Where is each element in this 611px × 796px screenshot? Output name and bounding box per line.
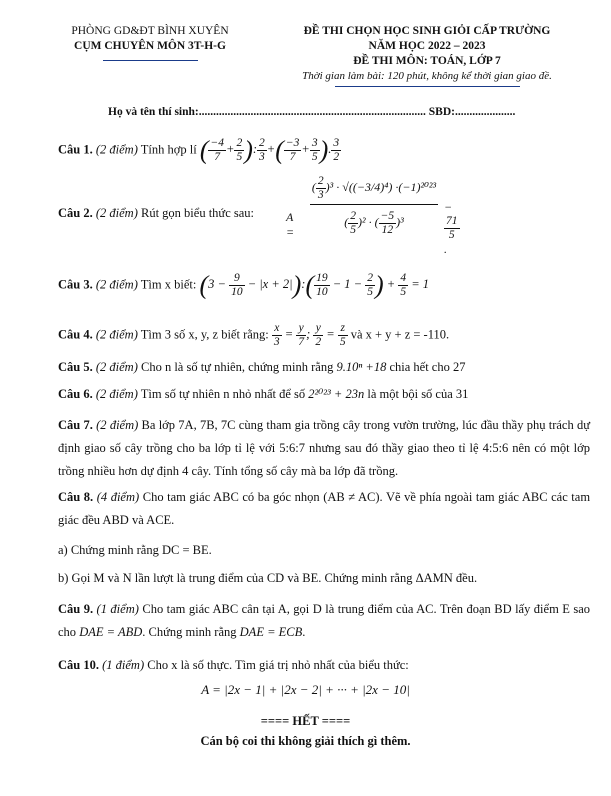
question-text: Tìm số tự nhiên n nhỏ nhất để số (140, 387, 306, 401)
question-text: Ba lớp 7A, 7B, 7C cùng tham gia trồng cây trong vườn trường, lúc đầu thầy phụ trách dự định giao số cây trồng cho ba lớp tỉ lệ với 5:6:7 nhưng sau đó thầy giao theo tỉ lệ 4:5:6 nên có một lớp trồng nhiều hơn dự định 4 cây. Tính tổng số cây mà ba lớp đã trồng. (58, 418, 591, 478)
question-3 (58, 272, 598, 299)
question-label: Câu 6. (58, 387, 93, 401)
candidate-info (108, 106, 515, 118)
question-text: Tìm x biết: (140, 277, 197, 292)
question-1 (58, 137, 598, 164)
question-label: Câu 9. (58, 602, 94, 616)
question-text-end: . (302, 625, 306, 639)
question-8-part-a: a) Chứng minh rằng DC = BE. (58, 543, 212, 557)
question-8-part-b: b) Gọi M và N lần lượt là trung điểm của CD và BE. Chứng minh rằng ΔAMN đều. (58, 571, 478, 585)
q3-expression: (3 − $\frac{9}{10}$ − |x + 2|):( $\frac{19}{10}$ − 1 − $\frac{2}{5}$ ) + $\frac{4}{5}$ = 1 (199, 271, 430, 300)
school-year: NĂM HỌC 2022 – 2023 (368, 40, 486, 52)
q6-expression: 2²⁰²³ + 23n (308, 387, 365, 401)
question-5 (58, 356, 598, 379)
question-text-mid: . Chứng minh rằng (142, 625, 237, 639)
q9-expression-1: DAE = ABD (79, 625, 143, 639)
question-points: (4 điểm) (96, 490, 140, 504)
q10-expression: A = |2x − 1| + |2x − 2| + ··· + |2x − 10| (201, 682, 410, 697)
question-text: Tìm 3 số x, y, z biết rằng: (140, 327, 269, 342)
time-underline (335, 86, 520, 87)
question-10 (58, 654, 598, 677)
question-8 (58, 486, 590, 532)
question-label: Câu 2. (58, 206, 93, 220)
exam-title: ĐỀ THI CHỌN HỌC SINH GIỎI CẤP TRƯỜNG (303, 25, 551, 37)
question-points: (2 điểm) (95, 277, 138, 292)
question-7 (58, 414, 590, 483)
footer-note: Cán bộ coi thi không giải thích gì thêm. (200, 734, 411, 748)
end-mark: ==== HẾT ==== (260, 714, 351, 728)
candidate-sbd-label: SBD:..................... (428, 106, 516, 118)
q9-expression-2: DAE = ECB (239, 625, 303, 639)
question-points: (2 điểm) (96, 418, 139, 432)
question-label: Câu 10. (58, 658, 99, 672)
question-text: Cho tam giác ABC cân tại A, gọi D là trung điểm của AC. Trên đoạn BD lấy điểm E sao cho (58, 602, 591, 639)
org-line-2: CỤM CHUYÊN MÔN 3T-H-G (74, 40, 226, 52)
question-points: (2 điểm) (95, 387, 138, 401)
question-label: Câu 7. (58, 418, 93, 432)
question-points: (2 điểm) (95, 206, 138, 220)
question-points: (2 điểm) (95, 327, 138, 342)
header-exam-info (262, 24, 592, 87)
question-tail: chia hết cho 27 (389, 360, 466, 374)
question-tail: là một bội số của 31 (367, 387, 469, 401)
question-text: Cho n là số tự nhiên, chứng minh rằng (140, 360, 334, 374)
q1-expression: ( $\frac{-4}{7}$ + $\frac{2}{5}$ ): $\frac{2}{3}$ +( $\frac{-3}{7}$ + $\frac{3}{5}$ ). $\frac{3}{2}$ (199, 136, 340, 165)
question-points: (2 điểm) (95, 142, 138, 157)
time-note: Thời gian làm bài: 120 phút, không kể thời gian giao đề. (302, 70, 552, 82)
question-text: Rút gọn biểu thức sau: (140, 206, 254, 220)
question-points: (1 điểm) (96, 602, 139, 616)
question-label: Câu 5. (58, 360, 93, 374)
question-9 (58, 598, 590, 644)
question-text: Cho tam giác ABC có ba góc nhọn (AB ≠ AC). Vẽ về phía ngoài tam giác ABC các tam giác đều ABD và ACE. (58, 490, 591, 527)
question-4 (58, 322, 598, 349)
candidate-name-label: Họ và tên thí sinh:............................................................................... (108, 106, 426, 118)
question-points: (1 điểm) (102, 658, 145, 672)
q5-expression: 9.10ⁿ +18 (336, 360, 387, 374)
header-organization (40, 24, 260, 61)
question-tail: và x + y + z = -110. (350, 327, 450, 342)
question-points: (2 điểm) (95, 360, 138, 374)
question-label: Câu 4. (58, 327, 93, 342)
exam-page: PHÒNG GD&ĐT BÌNH XUYÊN CỤM CHUYÊN MÔN 3T-H-G ĐỀ THI CHỌN HỌC SINH GIỎI CẤP TRƯỜNG NĂM HỌC 2022 – 2023 ĐỀ THI MÔN: TOÁN, LỚP 7 Thời gian làm bài: 120 phút, không kể thời gian giao đề. Họ và tên thí sinh:............................................................................... SBD:..................... Câu 1. (2 điểm) Tính hợp lí ( $\frac{-4}{7}$ + $\frac{2}{5}$ ): $\frac{2}{3}$ +( $\frac{-3}{7}$ + $\frac{3}{5}$ ). $\frac{3}{2}$ Câu 2. (2 điểm) Rút gọn biểu thức sau: A = ( $\frac{2}{3}$ )³ · √((−3/4)⁴) ·(−1)²⁰²³ ( $\frac{2}{5}$ )² · ( $\frac{-5}{12}$ )³ − $\frac{71}{5}$ . Câu 3. (2 điểm) Tìm x biết: (3 − $\frac{9}{10}$ − |x + 2|):( $\frac{19}{10}$ − 1 − $\frac{2}{5}$ ) + $\frac{4}{5}$ = 1 Câu 4. (2 điểm) Tìm 3 số x, y, z biết rằng: $\frac{x}{3}$ = $\frac{y}{7}$ ; $\frac{y}{2}$ = $\frac{z}{5}$ và x + y + z = -110. Câu 5. (2 điểm) Cho n là số tự nhiên, chứng minh rằng 9.10ⁿ +18 chia hết cho 27 Câu 6. (2 điểm) Tìm số tự nhiên n nhỏ nhất để số 2²⁰²³ + 23n là một bội số của 31 Câu 7. (2 điểm) Ba lớp 7A, 7B, 7C cùng tham gia trồng cây trong vườn trường, lúc đầu thầy phụ trách dự định giao số cây trồng cho ba lớp tỉ lệ với 5:6:7 nhưng sau đó thầy giao theo tỉ lệ 4:5:6 nên có một lớp trồng nhiều hơn dự định 4 cây. Tính tổng số cây mà ba lớp đã trồng. Câu 8. (4 điểm) Cho tam giác ABC có ba góc nhọn (AB ≠ AC). Vẽ về phía ngoài tam giác ABC các tam giác đều ABD và ACE. a) Chứng minh rằng DC = BE. b) Gọi M và N lần lượt là trung điểm của CD và BE. Chứng minh rằng ΔAMN đều. Câu 9. (1 điểm) Cho tam giác ABC cân tại A, gọi D là trung điểm của AC. Trên đoạn BD lấy điểm E sao cho DAE = ABD. Chứng minh rằng DAE = ECB. Câu 10. (1 điểm) Cho x là số thực. Tìm giá trị nhỏ nhất của biểu thức: A = |2x − 1| + |2x − 2| + ··· + |2x − 10| ==== HẾT ==== Cán bộ coi thi không giải thích gì thêm. (0, 0, 611, 796)
exam-subject: ĐỀ THI MÔN: TOÁN, LỚP 7 (353, 55, 501, 67)
q4-expression: $\frac{x}{3}$ = $\frac{y}{7}$ ; $\frac{y}{2}$ = $\frac{z}{5}$ (273, 322, 346, 348)
org-line-1: PHÒNG GD&ĐT BÌNH XUYÊN (71, 25, 229, 37)
question-6 (58, 383, 598, 406)
org-underline (103, 60, 198, 61)
question-text: Cho x là số thực. Tìm giá trị nhỏ nhất của biểu thức: (147, 658, 409, 672)
question-label: Câu 1. (58, 142, 93, 157)
question-label: Câu 3. (58, 277, 93, 292)
question-label: Câu 8. (58, 490, 94, 504)
question-text: Tính hợp lí (140, 142, 197, 157)
